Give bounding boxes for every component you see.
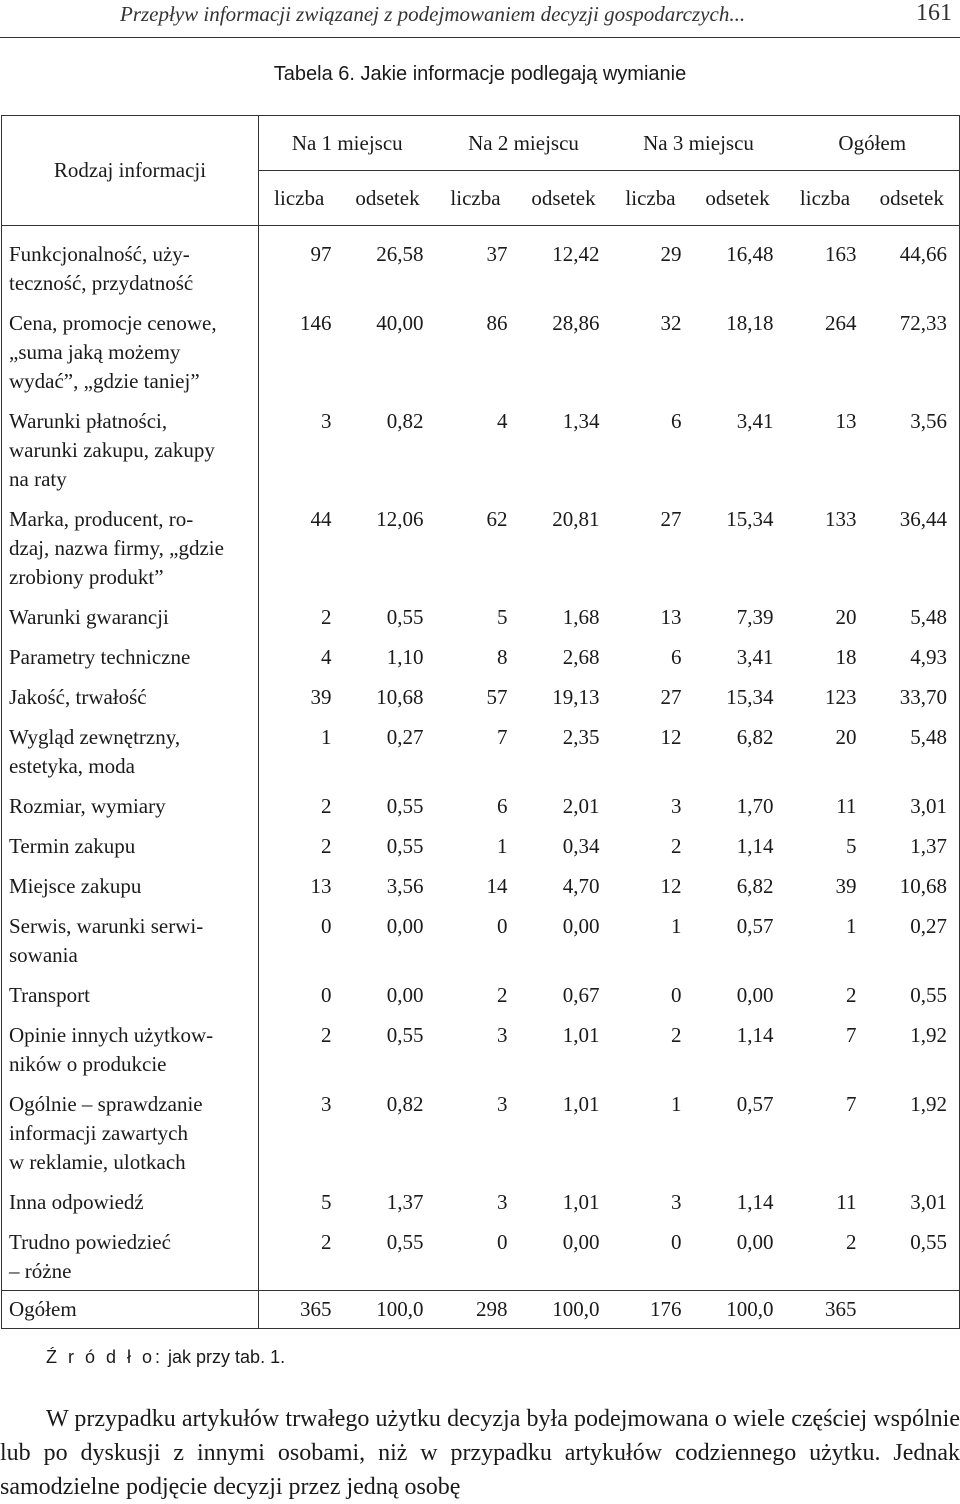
percent-cell: 12,06 — [376, 507, 424, 531]
percent-cell: 0,57 — [736, 914, 774, 938]
count-cell: 12 — [660, 874, 682, 898]
source-prefix: Ź r ó d ł o: — [46, 1347, 164, 1367]
total-cell: 365 — [786, 1291, 865, 1329]
count-cell: 13 — [310, 874, 332, 898]
percent-cell: 72,33 — [865, 302, 960, 400]
row-label: Termin zakupu — [2, 825, 259, 865]
sub-header: liczba — [612, 171, 690, 226]
percent-cell: 4,93 — [865, 636, 960, 676]
percent-cell: 3,01 — [865, 785, 960, 825]
count-cell: 3 — [671, 1190, 682, 1214]
percent-cell: 36,44 — [865, 498, 960, 596]
count-cell: 6 — [497, 794, 508, 818]
table-caption: Tabela 6. Jakie informacje podlegają wymianie — [273, 63, 687, 85]
percent-cell: 5,48 — [865, 716, 960, 785]
count-cell: 62 — [486, 507, 508, 531]
count-cell: 27 — [660, 507, 682, 531]
total-row — [2, 1291, 960, 1329]
percent-cell: 0,00 — [736, 983, 774, 1007]
count-cell: 57 — [486, 685, 508, 709]
percent-cell: 2,01 — [562, 794, 600, 818]
total-cell: 176 — [612, 1291, 690, 1329]
percent-cell: 0,82 — [386, 1092, 424, 1116]
sub-header: liczba — [436, 171, 516, 226]
count-cell: 2 — [321, 794, 332, 818]
percent-cell: 0,00 — [562, 1230, 600, 1254]
paragraph-text: W przypadku artykułów trwałego użytku decyzja była podejmowana o wiele częściej wspólnie lub po dyskusji z innymi osobami, niż w przypadku artykułów codziennego użytku. Jednak samodzielne podjęcie decyzji przez jedną osobę — [0, 1406, 960, 1500]
count-cell: 0 — [671, 1230, 682, 1254]
count-cell: 123 — [825, 685, 857, 709]
percent-cell: 5,48 — [865, 596, 960, 636]
percent-cell: 6,82 — [736, 725, 774, 749]
count-cell: 18 — [835, 645, 857, 669]
count-cell: 264 — [825, 311, 857, 335]
total-cell: 100,0 — [516, 1291, 612, 1329]
table-row — [2, 1221, 960, 1291]
percent-cell: 4,70 — [562, 874, 600, 898]
count-cell: 13 — [835, 409, 857, 433]
count-cell: 7 — [497, 725, 508, 749]
count-cell: 5 — [321, 1190, 332, 1214]
percent-cell: 12,42 — [552, 242, 600, 266]
count-cell: 86 — [486, 311, 508, 335]
row-label: Parametry techniczne — [2, 636, 259, 676]
count-cell: 2 — [846, 983, 857, 1007]
count-cell: 4 — [321, 645, 332, 669]
sub-header: odsetek — [690, 171, 786, 226]
percent-cell: 2,35 — [562, 725, 600, 749]
percent-cell: 2,68 — [562, 645, 600, 669]
count-cell: 1 — [321, 725, 332, 749]
count-cell: 12 — [660, 725, 682, 749]
table-row — [2, 1014, 960, 1083]
table-row — [2, 1083, 960, 1181]
percent-cell: 20,81 — [552, 507, 600, 531]
row-label: Inna odpowiedź — [2, 1181, 259, 1221]
count-cell: 97 — [310, 242, 332, 266]
group-header: Ogółem — [786, 116, 960, 171]
percent-cell: 40,00 — [376, 311, 424, 335]
count-cell: 7 — [846, 1023, 857, 1047]
count-cell: 2 — [321, 834, 332, 858]
count-cell: 0 — [321, 914, 332, 938]
sub-header: liczba — [786, 171, 865, 226]
row-label: Rozmiar, wymiary — [2, 785, 259, 825]
percent-cell: 7,39 — [736, 605, 774, 629]
count-cell: 39 — [310, 685, 332, 709]
count-cell: 3 — [497, 1190, 508, 1214]
count-cell: 13 — [660, 605, 682, 629]
percent-cell: 1,14 — [736, 1190, 774, 1214]
count-cell: 3 — [497, 1092, 508, 1116]
page-number: 161 — [916, 0, 952, 26]
row-label: Wygląd zewnętrzny, estetyka, moda — [2, 716, 259, 785]
count-cell: 3 — [321, 409, 332, 433]
row-label: Ogólnie – sprawdzanie informacji zawartych w reklamie, ulotkach — [2, 1083, 259, 1181]
count-cell: 3 — [497, 1023, 508, 1047]
table-row — [2, 498, 960, 596]
percent-cell: 0,00 — [386, 914, 424, 938]
count-cell: 2 — [497, 983, 508, 1007]
percent-cell: 15,34 — [726, 507, 774, 531]
percent-cell: 0,27 — [865, 905, 960, 974]
percent-cell: 0,00 — [736, 1230, 774, 1254]
running-title: Przepływ informacji związanej z podejmowaniem decyzji gospodarczych... — [120, 2, 746, 26]
count-cell: 32 — [660, 311, 682, 335]
table-row — [2, 596, 960, 636]
percent-cell: 19,13 — [552, 685, 600, 709]
percent-cell: 3,56 — [386, 874, 424, 898]
percent-cell: 1,92 — [865, 1014, 960, 1083]
count-cell: 6 — [671, 645, 682, 669]
count-cell: 2 — [671, 834, 682, 858]
table-row — [2, 302, 960, 400]
percent-cell: 3,56 — [865, 400, 960, 498]
percent-cell: 0,00 — [386, 983, 424, 1007]
percent-cell: 1,14 — [736, 1023, 774, 1047]
count-cell: 7 — [846, 1092, 857, 1116]
row-label: Cena, promocje cenowe, „suma jaką możemy wydać”, „gdzie taniej” — [2, 302, 259, 400]
body-paragraph — [0, 1402, 960, 1504]
group-header: Na 3 miejscu — [612, 116, 786, 171]
percent-cell: 0,57 — [736, 1092, 774, 1116]
count-cell: 4 — [497, 409, 508, 433]
count-cell: 163 — [825, 242, 857, 266]
table-row — [2, 905, 960, 974]
percent-cell: 1,37 — [386, 1190, 424, 1214]
count-cell: 0 — [497, 1230, 508, 1254]
count-cell: 2 — [321, 1230, 332, 1254]
percent-cell: 10,68 — [865, 865, 960, 905]
row-label: Opinie innych użytkow- ników o produkcie — [2, 1014, 259, 1083]
count-cell: 0 — [321, 983, 332, 1007]
percent-cell: 0,55 — [865, 1221, 960, 1291]
percent-cell: 18,18 — [726, 311, 774, 335]
count-cell: 27 — [660, 685, 682, 709]
table-row — [2, 716, 960, 785]
count-cell: 0 — [497, 914, 508, 938]
table-row — [2, 785, 960, 825]
percent-cell: 0,27 — [386, 725, 424, 749]
percent-cell: 0,55 — [386, 1023, 424, 1047]
percent-cell: 1,01 — [562, 1190, 600, 1214]
percent-cell: 1,70 — [736, 794, 774, 818]
count-cell: 6 — [671, 409, 682, 433]
percent-cell: 0,82 — [386, 409, 424, 433]
count-cell: 8 — [497, 645, 508, 669]
count-cell: 14 — [486, 874, 508, 898]
total-cell — [865, 1291, 960, 1329]
count-cell: 37 — [486, 242, 508, 266]
count-cell: 0 — [671, 983, 682, 1007]
percent-cell: 1,01 — [562, 1092, 600, 1116]
count-cell: 146 — [300, 311, 332, 335]
table-row — [2, 1181, 960, 1221]
percent-cell: 10,68 — [376, 685, 424, 709]
percent-cell: 26,58 — [376, 242, 424, 266]
table-row — [2, 865, 960, 905]
percent-cell: 33,70 — [865, 676, 960, 716]
table-row — [2, 226, 960, 303]
percent-cell: 44,66 — [865, 226, 960, 303]
percent-cell: 1,34 — [562, 409, 600, 433]
sub-header: odsetek — [865, 171, 960, 226]
group-header: Na 2 miejscu — [436, 116, 612, 171]
source-text: jak przy tab. 1. — [163, 1347, 286, 1367]
count-cell: 20 — [835, 605, 857, 629]
table-body — [2, 226, 960, 1329]
group-header: Na 1 miejscu — [259, 116, 436, 171]
count-cell: 5 — [497, 605, 508, 629]
percent-cell: 0,55 — [386, 605, 424, 629]
running-header — [0, 0, 960, 38]
table-row — [2, 400, 960, 498]
row-label: Marka, producent, ro- dzaj, nazwa firmy, „gdzie zrobiony produkt” — [2, 498, 259, 596]
count-cell: 11 — [836, 794, 857, 818]
row-label: Warunki płatności, warunki zakupu, zakupy na raty — [2, 400, 259, 498]
percent-cell: 1,68 — [562, 605, 600, 629]
percent-cell: 0,55 — [865, 974, 960, 1014]
row-label: Serwis, warunki serwi- sowania — [2, 905, 259, 974]
count-cell: 2 — [846, 1230, 857, 1254]
row-label: Funkcjonalność, uży- tеczność, przydatność — [2, 226, 259, 303]
information-table — [1, 115, 960, 1329]
total-cell: 100,0 — [340, 1291, 436, 1329]
table-row — [2, 825, 960, 865]
row-label: Jakość, trwałość — [2, 676, 259, 716]
table-row — [2, 974, 960, 1014]
percent-cell: 6,82 — [736, 874, 774, 898]
corner-header: Rodzaj informacji — [2, 116, 259, 226]
table-row — [2, 676, 960, 716]
count-cell: 3 — [321, 1092, 332, 1116]
percent-cell: 0,55 — [386, 1230, 424, 1254]
count-cell: 1 — [846, 914, 857, 938]
count-cell: 1 — [671, 914, 682, 938]
count-cell: 2 — [321, 1023, 332, 1047]
row-label: Miejsce zakupu — [2, 865, 259, 905]
count-cell: 133 — [825, 507, 857, 531]
percent-cell: 0,00 — [562, 914, 600, 938]
count-cell: 20 — [835, 725, 857, 749]
count-cell: 3 — [671, 794, 682, 818]
table-source-note — [46, 1347, 285, 1368]
count-cell: 44 — [310, 507, 332, 531]
percent-cell: 0,55 — [386, 794, 424, 818]
total-cell: 298 — [436, 1291, 516, 1329]
percent-cell: 3,41 — [736, 645, 774, 669]
percent-cell: 0,34 — [562, 834, 600, 858]
percent-cell: 1,10 — [386, 645, 424, 669]
percent-cell: 28,86 — [552, 311, 600, 335]
percent-cell: 3,41 — [736, 409, 774, 433]
row-label: Warunki gwarancji — [2, 596, 259, 636]
sub-header: odsetek — [516, 171, 612, 226]
percent-cell: 1,37 — [865, 825, 960, 865]
percent-cell: 1,01 — [562, 1023, 600, 1047]
sub-header: odsetek — [340, 171, 436, 226]
count-cell: 1 — [671, 1092, 682, 1116]
total-cell: 365 — [259, 1291, 340, 1329]
count-cell: 1 — [497, 834, 508, 858]
total-label: Ogółem — [2, 1291, 259, 1329]
percent-cell: 0,55 — [386, 834, 424, 858]
percent-cell: 0,67 — [562, 983, 600, 1007]
row-label: Transport — [2, 974, 259, 1014]
count-cell: 11 — [836, 1190, 857, 1214]
percent-cell: 1,14 — [736, 834, 774, 858]
count-cell: 29 — [660, 242, 682, 266]
count-cell: 5 — [846, 834, 857, 858]
count-cell: 39 — [835, 874, 857, 898]
count-cell: 2 — [671, 1023, 682, 1047]
percent-cell: 1,92 — [865, 1083, 960, 1181]
percent-cell: 3,01 — [865, 1181, 960, 1221]
percent-cell: 15,34 — [726, 685, 774, 709]
table-row — [2, 636, 960, 676]
count-cell: 2 — [321, 605, 332, 629]
row-label: Trudno powiedzieć – różne — [2, 1221, 259, 1291]
percent-cell: 16,48 — [726, 242, 774, 266]
total-cell: 100,0 — [690, 1291, 786, 1329]
sub-header: liczba — [259, 171, 340, 226]
